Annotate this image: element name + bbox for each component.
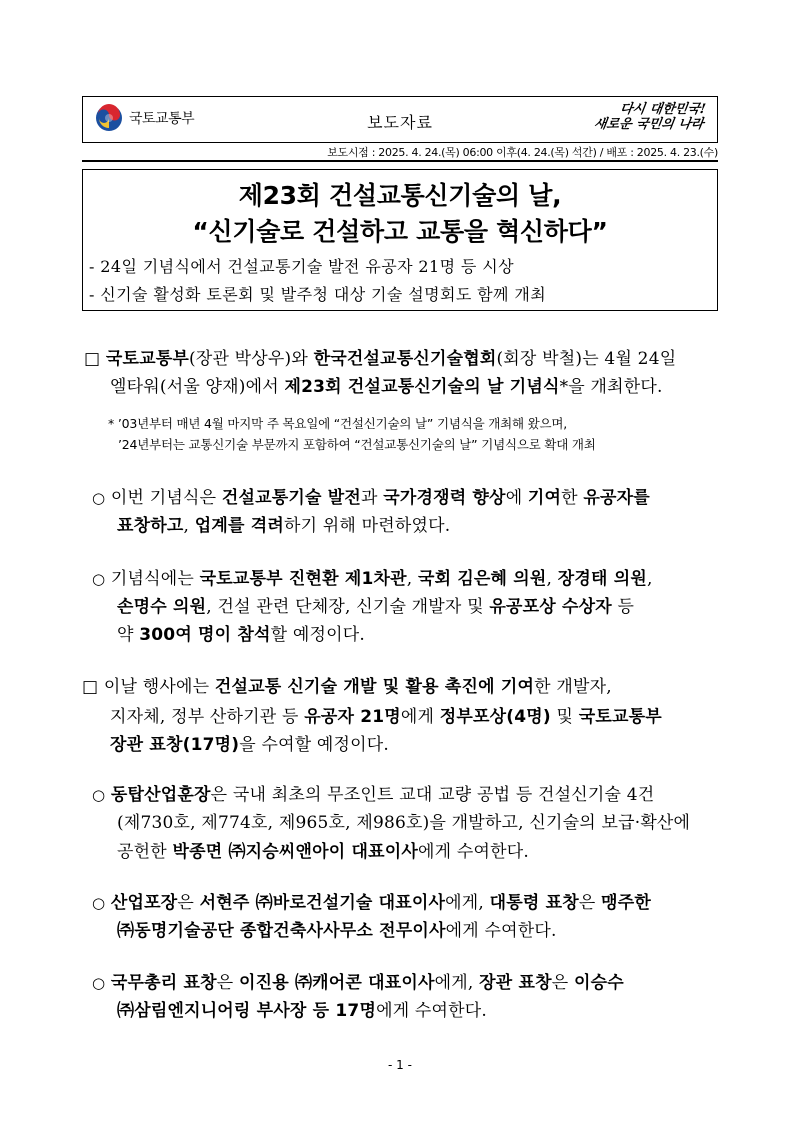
release-info-bar xyxy=(82,142,718,162)
s2-l2-b: 유공자 21명 xyxy=(304,707,401,727)
b2-l2-a: 손명수 의원 xyxy=(117,597,207,617)
bullet2-line2 xyxy=(117,592,634,617)
b2-l2-c: 유공포상 수상자 xyxy=(489,597,612,617)
b2-l3-a: 약 xyxy=(117,625,140,645)
s2-l1-c: 한 개발자, xyxy=(534,677,612,697)
square-bullet-icon: □ xyxy=(82,677,99,697)
bullet4-line2 xyxy=(117,916,557,941)
section2-line3 xyxy=(110,730,389,755)
b4-l1-c: 서현주 ㈜바로건설기술 대표이사 xyxy=(199,893,446,913)
bullet1-line2 xyxy=(117,511,450,536)
b2-l2-b: , 건설 관련 단체장, 신기술 개발자 및 xyxy=(206,597,490,617)
s2-l3-b: 을 수여할 예정이다. xyxy=(239,735,390,755)
b3-l1-a: 동탑산업훈장 xyxy=(110,785,211,805)
b1-l1-b: 건설교통기술 발전 xyxy=(221,488,361,508)
release-info: 보도시점 : 2025. 4. 24.(목) 06:00 이후(4. 24.(목) 석간) / 배포 : 2025. 4. 23.(수) xyxy=(327,146,718,159)
slogan-line1: 다시 대한민국! xyxy=(619,102,708,117)
slogan-line2: 새로운 국민의 나라 xyxy=(593,117,705,132)
section1-note1: * ’03년부터 매년 4월 마지막 주 목요일에 “건설신기술의 날” 기념식을 개최해 왔으며, xyxy=(108,416,568,431)
title-line1: 제23회 건설교통신기술의 날, xyxy=(238,181,562,210)
b2-l1-f: 장경태 의원 xyxy=(557,569,647,589)
subtitle-2: - 신기술 활성화 토론회 및 발주청 대상 기술 설명회도 함께 개최 xyxy=(89,285,547,304)
b1-l2-d: 하기 위해 마련하였다. xyxy=(283,516,451,536)
b3-l3-c: 에게 수여한다. xyxy=(418,842,529,862)
b1-l1-h: 유공자를 xyxy=(583,488,650,508)
s1-l1-b: (장관 박상우)와 xyxy=(189,349,314,369)
s1-l1-d: (회장 박철)는 4월 24일 xyxy=(496,349,677,369)
b4-l2-a: ㈜동명기술공단 종합건축사사무소 전무이사 xyxy=(117,921,446,941)
bullet3-line1 xyxy=(92,780,654,805)
b5-l1-g: 이승수 xyxy=(573,973,624,993)
s2-l2-c: 에게 xyxy=(400,707,440,727)
bullet5-line1 xyxy=(92,968,624,993)
b1-l1-c: 과 xyxy=(360,488,384,508)
section1-line2 xyxy=(110,372,663,397)
b2-l1-d: 국회 김은혜 의원 xyxy=(417,569,547,589)
b1-l2-c: 업계를 격려 xyxy=(194,516,284,536)
b1-l1-a: 이번 기념식은 xyxy=(110,488,222,508)
section2-line2 xyxy=(110,702,662,727)
s2-l2-f: 국토교통부 xyxy=(578,707,662,727)
b2-l1-e: , xyxy=(546,569,558,589)
b4-l1-d: 에게, xyxy=(445,893,490,913)
subtitle-1: - 24일 기념식에서 건설교통기술 발전 유공자 21명 등 시상 xyxy=(89,257,514,276)
s2-l2-e: 및 xyxy=(550,707,579,727)
title-line2: “신기술로 건설하고 교통을 혁신하다” xyxy=(192,217,608,246)
circle-bullet-icon: ○ xyxy=(92,786,106,804)
b2-l1-g: , xyxy=(647,569,653,589)
b1-l2-a: 표창하고 xyxy=(117,516,184,536)
doc-type-label: 보도자료 xyxy=(367,113,433,132)
bullet1-line1 xyxy=(92,483,650,508)
b2-l2-d: 등 xyxy=(611,597,635,617)
b1-l2-b: , xyxy=(183,516,195,536)
s1-l1-c: 한국건설교통신기술협회 xyxy=(313,349,497,369)
s2-l1-a: 이날 행사에는 xyxy=(103,677,215,697)
b2-l3-b: 300여 명이 참석 xyxy=(139,625,271,645)
press-header xyxy=(82,96,718,142)
b2-l1-a: 기념식에는 xyxy=(110,569,200,589)
b5-l1-a: 국무총리 표창 xyxy=(110,973,217,993)
b4-l1-b: 은 xyxy=(177,893,200,913)
ministry-name: 국토교통부 xyxy=(129,111,195,127)
s1-l1-a: 국토교통부 xyxy=(105,349,189,369)
b5-l1-b: 은 xyxy=(216,973,239,993)
section2-line1 xyxy=(82,672,612,697)
s2-l2-d: 정부포상(4명) xyxy=(439,707,551,727)
square-bullet-icon: □ xyxy=(84,349,101,369)
s1-l2-a: 엘타워(서울 양재)에서 xyxy=(110,377,285,397)
bullet2-line3 xyxy=(117,620,365,645)
b3-l3-a: 공헌한 xyxy=(117,842,173,862)
page-number: - 1 - xyxy=(388,1058,412,1072)
s2-l1-b: 건설교통 신기술 개발 및 활용 촉진에 기여 xyxy=(214,677,535,697)
b3-l1-b: 은 국내 최초의 무조인트 교대 교량 공법 등 건설신기술 4건 xyxy=(210,785,655,805)
bullet5-line2 xyxy=(117,996,487,1021)
title-box xyxy=(82,169,718,311)
circle-bullet-icon: ○ xyxy=(92,974,106,992)
circle-bullet-icon: ○ xyxy=(92,570,106,588)
b4-l1-e: 대통령 표창 xyxy=(489,893,579,913)
b5-l1-e: 장관 표창 xyxy=(479,973,552,993)
bullet3-line2: (제730호, 제774호, 제965호, 제986호)을 개발하고, 신기술의 보급·확산에 xyxy=(117,813,691,833)
s2-l2-a: 지자체, 정부 산하기관 등 xyxy=(110,707,305,727)
b1-l1-d: 국가경쟁력 향상 xyxy=(383,488,506,508)
b1-l1-g: 한 xyxy=(561,488,584,508)
b1-l1-f: 기여 xyxy=(527,488,562,508)
b2-l1-b: 국토교통부 진현환 제1차관 xyxy=(199,569,407,589)
b5-l1-c: 이진용 ㈜캐어콘 대표이사 xyxy=(239,973,435,993)
section1-note2: ’24년부터는 교통신기술 부문까지 포함하여 “건설교통신기술의 날” 기념식으로 확대 개최 xyxy=(118,437,596,452)
b5-l2-b: 에게 수여한다. xyxy=(376,1001,488,1021)
b5-l2-a: ㈜삼림엔지니어링 부사장 등 17명 xyxy=(117,1001,377,1021)
b4-l2-b: 에게 수여한다. xyxy=(445,921,557,941)
bullet2-line1 xyxy=(92,564,653,589)
b2-l3-c: 할 예정이다. xyxy=(270,625,365,645)
b2-l1-c: , xyxy=(406,569,418,589)
slogan-logo xyxy=(593,102,707,132)
section1-line1 xyxy=(84,344,676,369)
b5-l1-d: 에게, xyxy=(434,973,480,993)
s1-l2-b: 제23회 건설교통신기술의 날 기념식 xyxy=(284,377,560,397)
b1-l1-e: 에 xyxy=(505,488,528,508)
b4-l1-f: 은 xyxy=(578,893,602,913)
b3-l3-b: 박종면 ㈜지승씨앤아이 대표이사 xyxy=(172,842,419,862)
bullet3-line3 xyxy=(117,837,529,862)
b4-l1-g: 맹주한 xyxy=(601,893,651,913)
circle-bullet-icon: ○ xyxy=(92,894,106,912)
b5-l1-f: 은 xyxy=(551,973,574,993)
circle-bullet-icon: ○ xyxy=(92,489,106,507)
bullet4-line1 xyxy=(92,888,651,913)
s2-l3-a: 장관 표창(17명) xyxy=(110,735,240,755)
b4-l1-a: 산업포장 xyxy=(110,893,178,913)
s1-l2-c: *을 개최한다. xyxy=(559,377,663,397)
